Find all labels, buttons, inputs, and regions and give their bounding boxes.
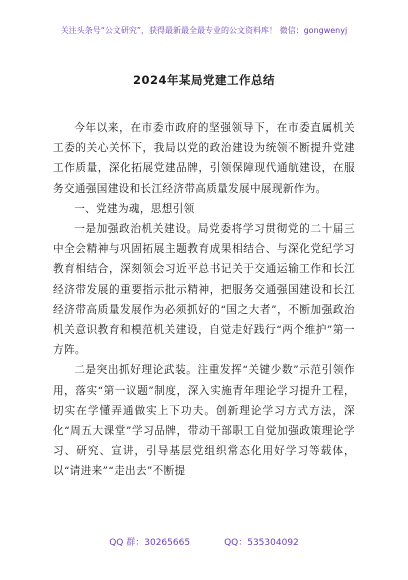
qq-number: QQ：535304092	[224, 538, 299, 548]
paragraph-theory: 二是突出抓好理论武装。注重发挥“关键少数”示范引领作用，落实“第一议题”制度，深入实施青年理论学习提升工程，切实在学懂弄通做实上下功夫。创新理论学习方式方法，深化“周五大课堂”学习品牌，带动干部职工自觉加强政策理论学习、研究、宣讲，引导基层党组织常态化用好学习等载体，以“请进来”“走出去”不断提	[53, 364, 355, 478]
paragraph-political: 一是加强政治机关建设。局党委将学习贯彻党的二十届三中全会精神与巩固拓展主题教育成果相结合、与深化党纪学习教育相结合，深刻领会习近平总书记关于交通运输工作和长江经济带发展的重要指示批示精神，把服务交通强国建设和长江经济带高质量发展作为必须抓好的“国之大者”，不断加强政治机关意识教育和模范机关建设，自觉走好践行“两个维护”第一方阵。	[53, 223, 355, 357]
contact-footer	[0, 535, 408, 548]
qq-group-number: QQ 群：30265665	[109, 538, 191, 548]
section-heading: 一、党建为魂，思想引领	[74, 202, 195, 215]
document-body	[53, 118, 355, 482]
document-title: 2024年某局党建工作总结	[132, 73, 275, 87]
paragraph-intro: 今年以来，在市委市政府的坚强领导下，在市委直属机关工委的关心关怀下，我局以党的政治建设为统领不断提升党建工作质量，深化拓展党建品牌，引领保障现代通航建设，在服务交通强国建设和长江经济带高质量发展中展现新作为。	[53, 122, 355, 195]
promo-banner: 关注头条号“公文研究”，获得最新最全最专业的公文资料库！ 微信：gongwenyj	[60, 26, 348, 35]
